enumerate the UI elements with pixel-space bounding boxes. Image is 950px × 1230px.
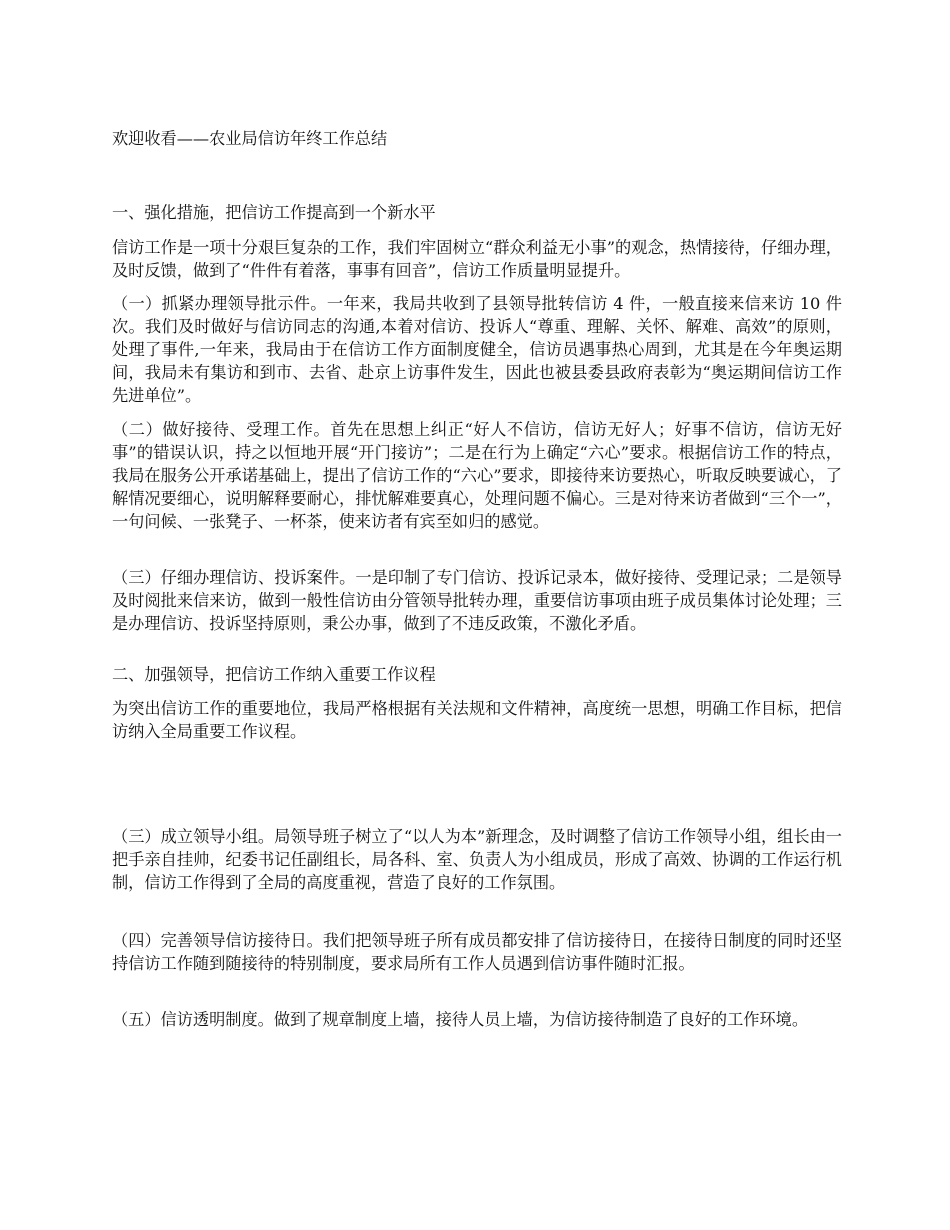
- paragraph-section-2-intro: 为突出信访工作的重要地位，我局严格根据有关法规和文件精神，高度统一思想，明确工作目标，把信访纳入全局重要工作议程。: [112, 699, 842, 741]
- section-heading-1: 一、强化措施，把信访工作提高到一个新水平: [112, 203, 436, 222]
- paragraph-item-1: （一）抓紧办理领导批示件。一年来，我局共收到了县领导批转信访 4 件，一般直接来信来访 10 件次。我们及时做好与信访同志的沟通,本着对信访、投诉人“尊重、理解、关怀、解难、高效”的原则，处理了事件,一年来，我局由于在信访工作方面制度健全，信访员遇事热心周到，尤其是在今年奥运期间，我局未有集访和到市、去省、赴京上访事件发生，因此也被县委县政府表彰为“奥运期间信访工作先进单位”。: [112, 294, 842, 405]
- section-heading-2: 二、加强领导，把信访工作纳入重要工作议程: [112, 665, 436, 684]
- paragraph-leadership-group: （三）成立领导小组。局领导班子树立了“以人为本”新理念，及时调整了信访工作领导小组，组长由一把手亲自挂帅，纪委书记任副组长，局各科、室、负责人为小组成员，形成了高效、协调的工作运行机制，信访工作得到了全局的高度重视，营造了良好的工作氛围。: [112, 827, 842, 892]
- paragraph-item-3: （三）仔细办理信访、投诉案件。一是印制了专门信访、投诉记录本，做好接待、受理记录；二是领导及时阅批来信来访，做到一般性信访由分管领导批转办理，重要信访事项由班子成员集体讨论处理；三是办理信访、投诉坚持原则，秉公办事，做到了不违反政策，不激化矛盾。: [112, 568, 842, 633]
- paragraph-item-2: （二）做好接待、受理工作。首先在思想上纠正“好人不信访，信访无好人；好事不信访，信访无好事”的错误认识，持之以恒地开展“开门接访”；二是在行为上确定“六心”要求。根据信访工作的特点，我局在服务公开承诺基础上，提出了信访工作的“六心”要求，即接待来访要热心，听取反映要诚心，了解情况要细心，说明解释要耐心，排忧解难要真心，处理问题不偏心。三是对待来访者做到“三个一”，一句问候、一张凳子、一杯茶，使来访者有宾至如归的感觉。: [112, 420, 842, 531]
- paragraph-reception-day: （四）完善领导信访接待日。我们把领导班子所有成员都安排了信访接待日，在接待日制度的同时还坚持信访工作随到随接待的特别制度，要求局所有工作人员遇到信访事件随时汇报。: [112, 931, 842, 973]
- document-title: 欢迎收看——农业局信访年终工作总结: [112, 129, 388, 148]
- paragraph-intro: 信访工作是一项十分艰巨复杂的工作，我们牢固树立“群众利益无小事”的观念，热情接待，仔细办理，及时反馈，做到了“件件有着落，事事有回音”，信访工作质量明显提升。: [112, 238, 842, 280]
- paragraph-transparency: （五）信访透明制度。做到了规章制度上墙，接待人员上墙，为信访接待制造了良好的工作环境。: [112, 1010, 809, 1029]
